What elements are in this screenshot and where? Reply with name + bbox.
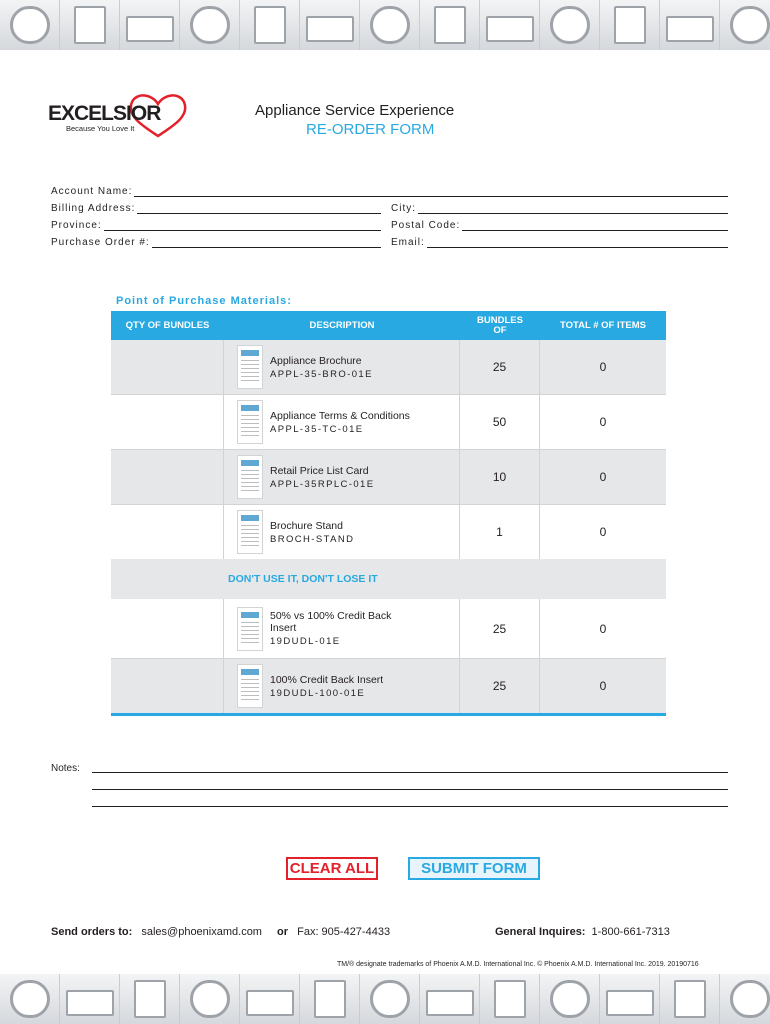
total-value: 0 bbox=[599, 360, 607, 374]
bundles-of-value: 25 bbox=[460, 340, 540, 394]
send-orders-info bbox=[51, 926, 390, 938]
item-name: Appliance Brochure bbox=[270, 354, 362, 367]
total-value: 0 bbox=[599, 525, 607, 539]
washer-icon bbox=[720, 974, 770, 1024]
qty-input[interactable] bbox=[111, 659, 224, 713]
item-name: Brochure Stand bbox=[270, 519, 343, 532]
header-qty: QTY OF BUNDLES bbox=[125, 319, 210, 331]
billing-address-input[interactable] bbox=[137, 204, 381, 214]
bottom-appliance-banner bbox=[0, 974, 770, 1024]
qty-input[interactable] bbox=[111, 395, 224, 449]
city-field[interactable] bbox=[391, 200, 728, 214]
terms-thumbnail-icon bbox=[237, 400, 263, 444]
bundles-of-value: 50 bbox=[460, 395, 540, 449]
washer-icon bbox=[180, 974, 240, 1024]
stove-icon bbox=[120, 0, 180, 50]
total-value: 0 bbox=[599, 470, 607, 484]
qty-input[interactable] bbox=[111, 599, 224, 658]
qty-input[interactable] bbox=[111, 340, 224, 394]
washer-icon bbox=[720, 0, 770, 50]
fax-number: Fax: 905-427-4433 bbox=[297, 926, 391, 938]
description-cell bbox=[224, 659, 460, 713]
description-cell bbox=[224, 395, 460, 449]
stand-thumbnail-icon bbox=[237, 510, 263, 554]
page-title: Appliance Service Experience bbox=[255, 102, 455, 119]
stove-icon bbox=[300, 0, 360, 50]
province-input[interactable] bbox=[104, 221, 381, 231]
clear-all-button[interactable]: CLEAR ALL bbox=[286, 857, 378, 880]
item-name: Retail Price List Card bbox=[270, 464, 369, 477]
washer-icon bbox=[0, 974, 60, 1024]
brochure-thumbnail-icon bbox=[237, 345, 263, 389]
fridge-icon bbox=[240, 0, 300, 50]
washer-icon bbox=[360, 974, 420, 1024]
province-label: Province: bbox=[51, 220, 102, 231]
account-name-field[interactable] bbox=[51, 183, 728, 197]
inquiries-label: General Inquires: bbox=[495, 926, 586, 938]
washer-icon bbox=[360, 0, 420, 50]
table-row bbox=[111, 395, 666, 449]
insert-thumbnail-icon bbox=[237, 607, 263, 651]
table-bottom-rule bbox=[111, 713, 666, 716]
page-subtitle: RE-ORDER FORM bbox=[306, 121, 435, 138]
city-label: City: bbox=[391, 203, 416, 214]
orders-email-link[interactable]: sales@phoenixamd.com bbox=[141, 926, 262, 938]
fridge-icon bbox=[480, 974, 540, 1024]
excelsior-logo bbox=[48, 92, 193, 142]
stove-icon bbox=[660, 0, 720, 50]
table-row bbox=[111, 450, 666, 504]
billing-address-field[interactable] bbox=[51, 200, 381, 214]
account-name-input[interactable] bbox=[134, 187, 728, 197]
bundles-of-value: 25 bbox=[460, 599, 540, 658]
notes-label: Notes: bbox=[51, 763, 80, 774]
washer-icon bbox=[540, 0, 600, 50]
item-code: 19DUDL-100-01E bbox=[270, 687, 366, 699]
item-code: APPL-35-BRO-01E bbox=[270, 368, 373, 380]
purchase-order-label: Purchase Order #: bbox=[51, 237, 150, 248]
description-cell bbox=[224, 340, 460, 394]
account-name-label: Account Name: bbox=[51, 186, 133, 197]
qty-input[interactable] bbox=[111, 450, 224, 504]
province-field[interactable] bbox=[51, 217, 381, 231]
fridge-icon bbox=[60, 0, 120, 50]
logo-tagline: Because You Love It bbox=[66, 124, 135, 133]
section-title: Point of Purchase Materials: bbox=[116, 295, 292, 307]
or-label: or bbox=[277, 926, 289, 938]
stove-icon bbox=[240, 974, 300, 1024]
top-appliance-banner bbox=[0, 0, 770, 50]
insert-thumbnail-icon bbox=[237, 664, 263, 708]
billing-address-label: Billing Address: bbox=[51, 203, 136, 214]
fridge-icon bbox=[120, 974, 180, 1024]
washer-icon bbox=[540, 974, 600, 1024]
table-row bbox=[111, 599, 666, 658]
table-row bbox=[111, 659, 666, 713]
fridge-icon bbox=[420, 0, 480, 50]
notes-input-line-2[interactable] bbox=[92, 789, 728, 790]
header-total: TOTAL # OF ITEMS bbox=[559, 319, 647, 331]
item-code: BROCH-STAND bbox=[270, 533, 355, 545]
stove-icon bbox=[420, 974, 480, 1024]
bundles-of-value: 25 bbox=[460, 659, 540, 713]
stove-icon bbox=[600, 974, 660, 1024]
stove-icon bbox=[60, 974, 120, 1024]
price-card-thumbnail-icon bbox=[237, 455, 263, 499]
header-bundles-of: BUNDLES OF bbox=[477, 314, 523, 336]
fridge-icon bbox=[300, 974, 360, 1024]
email-field[interactable] bbox=[391, 234, 728, 248]
purchase-order-field[interactable] bbox=[51, 234, 381, 248]
inquiries-phone: 1-800-661-7313 bbox=[591, 926, 670, 938]
notes-input-line-3[interactable] bbox=[92, 806, 728, 807]
total-value: 0 bbox=[599, 415, 607, 429]
description-cell bbox=[224, 599, 460, 658]
group-title: DON'T USE IT, DON'T LOSE IT bbox=[228, 573, 378, 585]
item-code: APPL-35-TC-01E bbox=[270, 423, 364, 435]
postal-code-input[interactable] bbox=[462, 221, 728, 231]
qty-input[interactable] bbox=[111, 505, 224, 559]
description-cell bbox=[224, 450, 460, 504]
trademark-fine-print: TM/® designate trademarks of Phoenix A.M.D. International Inc. © Phoenix A.M.D. International Inc. 2019. 20190716 bbox=[337, 961, 699, 968]
logo-wordmark: EXCELSIOR bbox=[48, 102, 161, 125]
fridge-icon bbox=[660, 974, 720, 1024]
city-input[interactable] bbox=[418, 204, 728, 214]
send-orders-label: Send orders to: bbox=[51, 926, 133, 938]
notes-input-line-1[interactable] bbox=[92, 772, 728, 773]
bundles-of-value: 10 bbox=[460, 450, 540, 504]
fridge-icon bbox=[600, 0, 660, 50]
purchase-order-input[interactable] bbox=[152, 238, 381, 248]
email-label: Email: bbox=[391, 237, 425, 248]
general-inquiries-info bbox=[495, 926, 670, 938]
group-header bbox=[111, 559, 666, 599]
description-cell bbox=[224, 505, 460, 559]
item-code: APPL-35RPLC-01E bbox=[270, 478, 375, 490]
item-name: 100% Credit Back Insert bbox=[270, 673, 384, 686]
header-description: DESCRIPTION bbox=[309, 319, 375, 331]
submit-form-button[interactable]: SUBMIT FORM bbox=[408, 857, 540, 880]
bundles-of-value: 1 bbox=[460, 505, 540, 559]
table-row bbox=[111, 505, 666, 559]
washer-icon bbox=[180, 0, 240, 50]
item-name: Appliance Terms & Conditions bbox=[270, 409, 410, 422]
postal-code-field[interactable] bbox=[391, 217, 728, 231]
table-header bbox=[111, 311, 666, 340]
item-name: 50% vs 100% Credit Back Insert bbox=[270, 610, 392, 634]
washer-icon bbox=[0, 0, 60, 50]
postal-code-label: Postal Code: bbox=[391, 220, 461, 231]
table-row bbox=[111, 340, 666, 394]
stove-icon bbox=[480, 0, 540, 50]
email-input[interactable] bbox=[427, 238, 728, 248]
total-value: 0 bbox=[599, 679, 607, 693]
item-code: 19DUDL-01E bbox=[270, 636, 341, 647]
total-value: 0 bbox=[599, 621, 607, 636]
